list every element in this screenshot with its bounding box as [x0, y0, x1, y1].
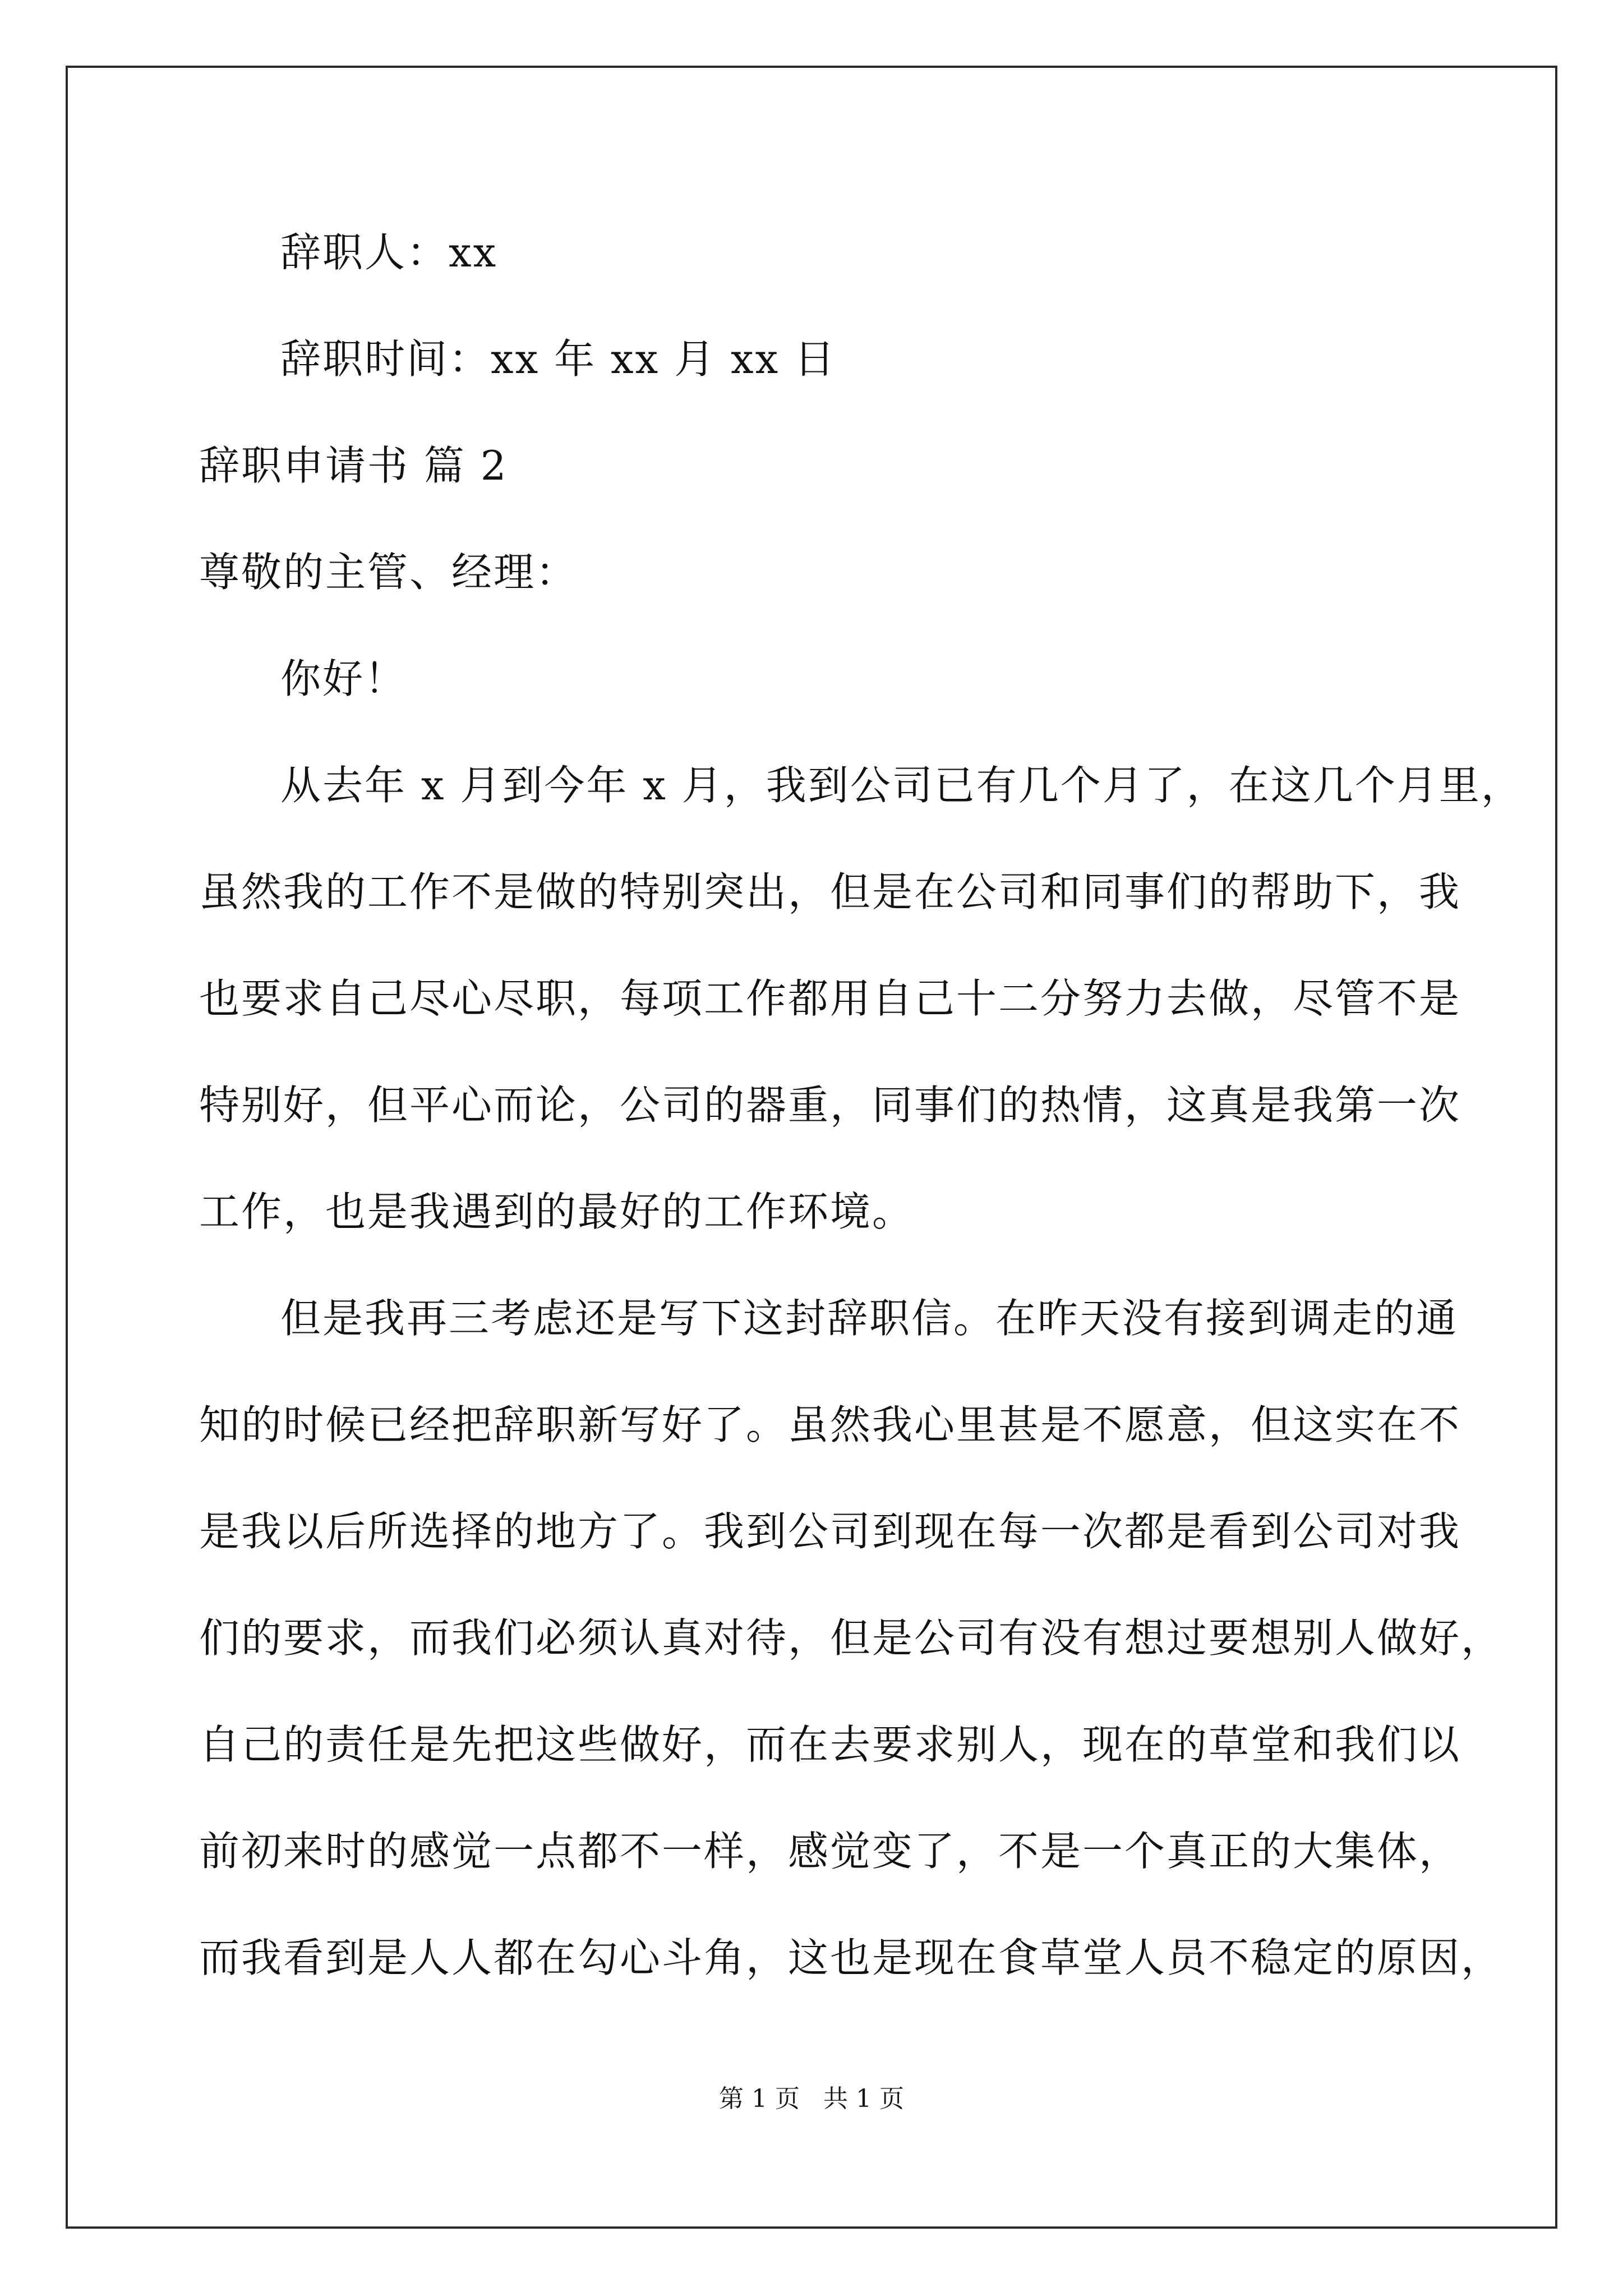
salutation: 尊敬的主管、经理： — [199, 549, 578, 596]
paragraph-2-line-6: 前初来时的感觉一点都不一样，感觉变了，不是一个真正的大集体， — [199, 1828, 1461, 1875]
paragraph-1-line-4: 特别好，但平心而论，公司的器重，同事们的热情，这真是我第一次 — [199, 1082, 1461, 1129]
paragraph-2-line-4: 们的要求，而我们必须认真对待，但是公司有没有想过要想别人做好， — [199, 1614, 1504, 1662]
resign-date-line: 辞职时间：xx 年 xx 月 xx 日 — [280, 335, 837, 383]
paragraph-2-line-2: 知的时候已经把辞职新写好了。虽然我心里甚是不愿意，但这实在不 — [199, 1401, 1461, 1448]
greeting: 你好！ — [280, 655, 407, 702]
paragraph-1-line-2: 虽然我的工作不是做的特别突出，但是在公司和同事们的帮助下，我 — [199, 868, 1461, 915]
section-title: 辞职申请书 篇 2 — [199, 442, 508, 489]
paragraph-1-line-5: 工作，也是我遇到的最好的工作环境。 — [199, 1188, 915, 1235]
paragraph-2-line-5: 自己的责任是先把这些做好，而在去要求别人，现在的草堂和我们以 — [199, 1721, 1461, 1768]
paragraph-2-line-3: 是我以后所选择的地方了。我到公司到现在每一次都是看到公司对我 — [199, 1508, 1461, 1555]
page-border — [66, 66, 1557, 2229]
paragraph-1-line-1: 从去年 x 月到今年 x 月，我到公司已有几个月了，在这几个月里， — [280, 762, 1523, 809]
paragraph-1-line-3: 也要求自己尽心尽职，每项工作都用自己十二分努力去做，尽管不是 — [199, 975, 1461, 1022]
paragraph-2-line-1: 但是我再三考虑还是写下这封辞职信。在昨天没有接到调走的通 — [280, 1295, 1459, 1342]
page-number-footer: 第 1 页 共 1 页 — [719, 2085, 904, 2113]
paragraph-2-line-7: 而我看到是人人都在勾心斗角，这也是现在食草堂人员不稳定的原因， — [199, 1934, 1504, 1981]
resigner-line: 辞职人：xx — [280, 229, 498, 276]
